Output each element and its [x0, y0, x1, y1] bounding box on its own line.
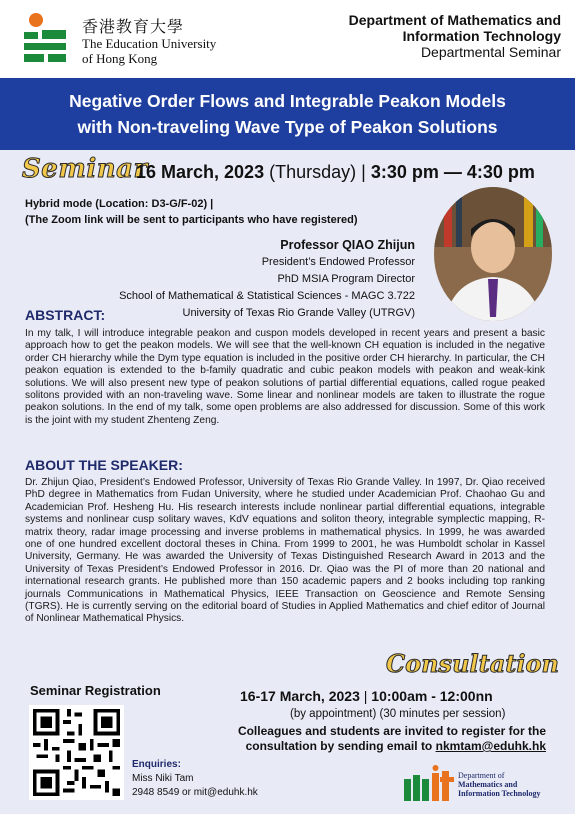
zoom-note: (The Zoom link will be sent to participants who have registered)	[25, 214, 358, 226]
mit-dept-logo-icon	[404, 765, 456, 801]
logo-en-line1: The Education University	[82, 36, 217, 51]
seminar-date: 16 March, 2023	[136, 162, 265, 182]
seminar-heading: Seminar	[22, 154, 148, 184]
abstract-text: In my talk, I will introduce integrable peakon and cuspon models developed in recent years and present a basic approach how to get the peakon models. We will see that the well-known CH equation is included in the negative order CH hierarchy while the Dym type equation is included in the positive order CH hierarchy. In particular, the CH peakon equation is extended to the b-family quadratic and cubic peakon models with peakon and weak-kink solutions. We will also present new type of peakon solutions of partial differential equations, called rogue peaked solitons provided with an non-traveling wave. Some linear and nonlinear models are taken to illustrate the rogue peakon solutions. In the end of my talk, some open problems are also addressed for discussion. Some of this work is the joint with my student Zhenteng Zeng.	[25, 328, 545, 426]
speaker-name: Professor QIAO Zhijun	[280, 238, 415, 252]
about-text: Dr. Zhijun Qiao, President’s Endowed Professor, University of Texas Rio Grande Valley. In 1997, Dr. Qiao received PhD degree in Mathematics from Fudan University, where he studied under Academician Prof. Chaohao Gu and Academician Prof. Hesheng Hu. His research interests include nonlinear partial differential equations, integrable systems and nonlinear cusp solitary waves, KdV equations and soliton theory, integrable symplectic mapping, R-matrix theory, radar image processing and inverse problems in mathematical physics. In 1999, he was awarded one of one hundred excellent doctoral theses in China. From 1999 to 2001, he was Humboldt scholar in Kassel University, Germany. He was awarded the University of Texas Distinguished Research Award in 2013 and the University of Texas President’s Endowed Professor in 2016. Dr. Qiao was the PI of more than 20 national and international research grants. He published more than 150 academic papers and 2 books including top ranking journals Communications in Mathematical Physics, IEEE Transaction on Geoscience and Remote Sensing (TGRS). He is currently serving on the editorial board of Studies in Applied Mathematics and chief editor of Journal of Nonlinear Mathematical Physics.	[25, 477, 545, 625]
speaker-info	[119, 237, 415, 322]
consultation-appointment: (by appointment) (30 minutes per session)	[290, 708, 506, 720]
speaker-role4: University of Texas Rio Grande Valley (UTRGV)	[182, 307, 415, 319]
invite-line1: Colleagues and students are invited to register for the	[237, 724, 546, 738]
registration-title: Seminar Registration	[30, 683, 161, 698]
hybrid-mode-location: Hybrid mode (Location: D3-G/F-02) |	[25, 198, 214, 210]
speaker-role3: School of Mathematical & Statistical Sciences - MAGC 3.722	[119, 290, 415, 302]
enquiries-name: Miss Niki Tam	[132, 773, 194, 784]
enquiries-label: Enquiries:	[132, 759, 181, 770]
consultation-heading: Consultation	[386, 649, 559, 678]
mit-line1: Department of	[458, 771, 505, 780]
eduhk-logo-icon	[22, 12, 68, 64]
talk-title-line2: with Non-traveling Wave Type of Peakon Solutions	[77, 117, 498, 137]
consultation-invite	[238, 724, 546, 754]
mit-line2: Mathematics and	[458, 780, 518, 789]
title-banner	[0, 78, 575, 150]
separator: |	[363, 688, 368, 704]
speaker-role1: President’s Endowed Professor	[261, 256, 415, 268]
seminar-datetime	[136, 162, 535, 183]
logo-chinese-name: 香港教育大學	[82, 17, 185, 36]
invite-line2: consultation by sending email to	[245, 739, 436, 753]
enquiries-contact[interactable]: 2948 8549 or mit@eduhk.hk	[132, 787, 258, 798]
dept-line2: Information Technology	[402, 28, 561, 44]
consultation-time: 10:00am - 12:00nn	[371, 688, 493, 704]
consultation-dates: 16-17 March, 2023	[240, 688, 360, 704]
consultation-datetime	[240, 688, 493, 704]
abstract-heading: ABSTRACT:	[25, 307, 106, 323]
separator: |	[361, 162, 366, 182]
department-title	[349, 12, 561, 60]
talk-title-line1: Negative Order Flows and Integrable Peakon Models	[69, 91, 506, 111]
mit-line3: Information Technology	[458, 789, 541, 798]
seminar-time: 3:30 pm — 4:30 pm	[370, 162, 535, 182]
speaker-photo	[434, 187, 552, 321]
consultation-email-link[interactable]: nkmtam@eduhk.hk	[435, 739, 546, 753]
seminar-mode	[25, 196, 358, 228]
enquiries	[132, 758, 258, 800]
logo-english-name	[82, 36, 216, 66]
dept-line3: Departmental Seminar	[420, 44, 561, 60]
registration-qr-code[interactable]	[29, 705, 124, 800]
mit-dept-name	[458, 771, 540, 798]
speaker-role2: PhD MSIA Program Director	[277, 273, 415, 285]
logo-en-line2: of Hong Kong	[82, 51, 158, 66]
seminar-day: (Thursday)	[269, 162, 357, 182]
dept-line1: Department of Mathematics and	[348, 12, 561, 28]
about-heading: ABOUT THE SPEAKER:	[25, 457, 183, 473]
